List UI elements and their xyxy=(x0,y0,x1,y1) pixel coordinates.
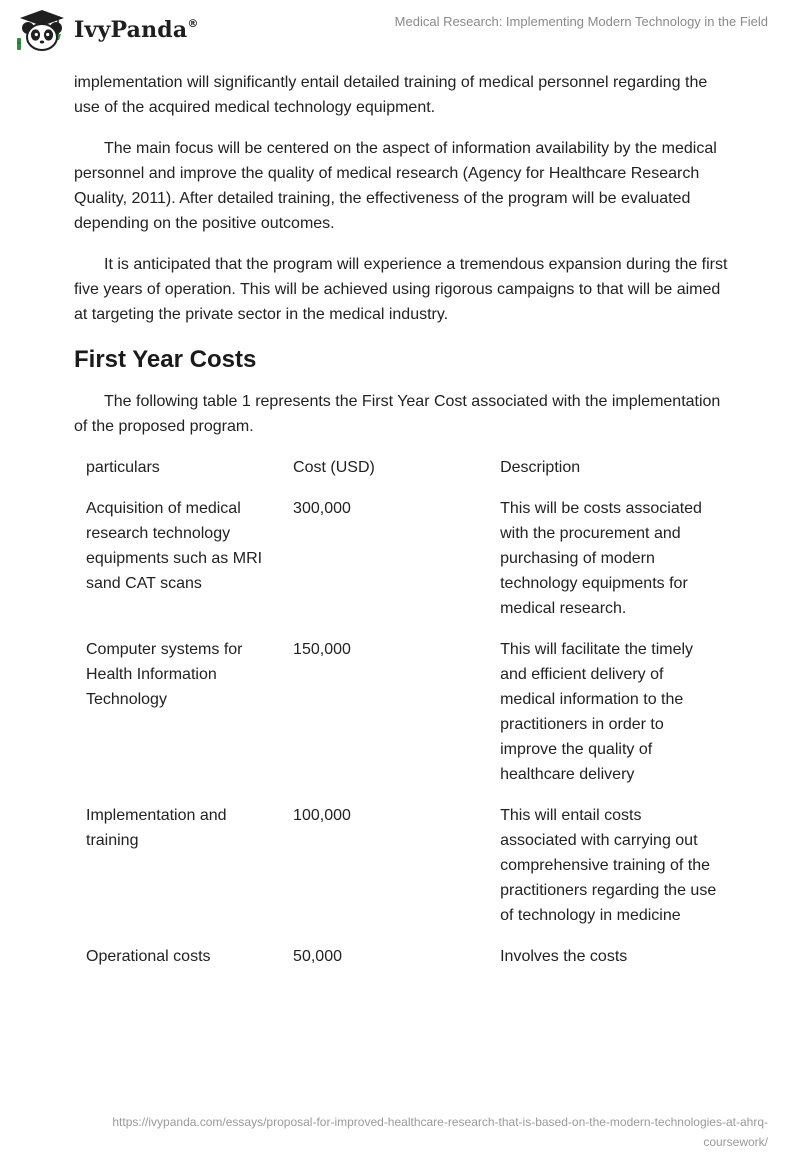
logo-wordmark: IvyPanda® xyxy=(74,17,199,43)
table-row xyxy=(74,944,734,985)
cell-particular: Implementation and training xyxy=(86,807,227,849)
document-body xyxy=(74,70,734,985)
panda-graduate-icon xyxy=(14,8,70,52)
column-header-particulars: particulars xyxy=(86,459,160,476)
table-header-row xyxy=(74,455,734,496)
cell-cost: 150,000 xyxy=(293,641,351,658)
paragraph: implementation will significantly entail detailed training of medical personnel regarding the use of the acquired medical technology equipment. xyxy=(74,74,708,116)
paragraph: It is anticipated that the program will experience a tremendous expansion during the first five years of operation. This will be achieved using rigorous campaigns to that will be aimed at targeting the private sector in the medical industry. xyxy=(74,256,728,323)
cell-particular: Operational costs xyxy=(86,948,211,965)
cell-particular: Computer systems for Health Information Technology xyxy=(86,641,243,708)
cell-cost: 50,000 xyxy=(293,948,342,965)
cell-description: This will be costs associated with the procurement and purchasing of modern technology equipments for medical research. xyxy=(500,500,702,617)
table-row xyxy=(74,803,734,944)
table-row xyxy=(74,637,734,803)
page-header xyxy=(0,0,800,70)
column-header-description: Description xyxy=(500,459,581,476)
cell-description: This will entail costs associated with carrying out comprehensive training of the practitioners regarding the use of technology in medicine xyxy=(500,807,717,924)
first-year-costs-table xyxy=(74,455,734,985)
cell-particular: Acquisition of medical research technology equipments such as MRI sand CAT scans xyxy=(86,500,263,592)
cell-cost: 300,000 xyxy=(293,500,351,517)
source-url[interactable]: https://ivypanda.com/essays/proposal-for-improved-healthcare-research-that-is-based-on-the-modern-technologies-at-ahrq-coursework/ xyxy=(112,1115,768,1149)
cell-cost: 100,000 xyxy=(293,807,351,824)
section-heading: First Year Costs xyxy=(74,346,257,373)
column-header-cost: Cost (USD) xyxy=(293,459,375,476)
cell-description: This will facilitate the timely and efficient delivery of medical information to the practitioners in order to improve the quality of healthcare delivery xyxy=(500,641,694,783)
ivypanda-logo[interactable] xyxy=(14,8,199,52)
paragraph: The main focus will be centered on the aspect of information availability by the medical personnel and improve the quality of medical research (Agency for Healthcare Research Quality, 2011). After detailed training, the effectiveness of the program will be evaluated depending on the positive outcomes. xyxy=(74,140,717,232)
table-row xyxy=(74,496,734,637)
document-title: Medical Research: Implementing Modern Technology in the Field xyxy=(394,14,768,29)
cell-description: Involves the costs xyxy=(500,948,628,965)
table-intro-paragraph: The following table 1 represents the First Year Cost associated with the implementation of the proposed program. xyxy=(74,393,721,435)
